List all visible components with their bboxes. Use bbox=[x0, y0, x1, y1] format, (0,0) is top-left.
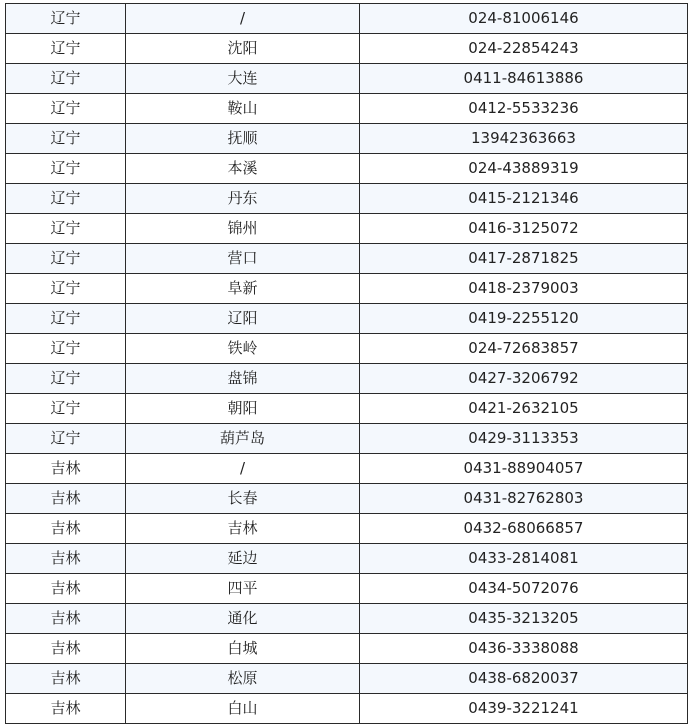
city-cell: 朝阳 bbox=[126, 394, 360, 424]
city-cell: 丹东 bbox=[126, 184, 360, 214]
city-cell: 抚顺 bbox=[126, 124, 360, 154]
table-row bbox=[6, 514, 688, 544]
phone-cell: 024-81006146 bbox=[360, 4, 688, 34]
contacts-table bbox=[5, 3, 688, 724]
province-cell: 辽宁 bbox=[6, 364, 126, 394]
table-row bbox=[6, 34, 688, 64]
city-cell: 松原 bbox=[126, 664, 360, 694]
province-cell: 辽宁 bbox=[6, 394, 126, 424]
province-cell: 辽宁 bbox=[6, 184, 126, 214]
table-row bbox=[6, 574, 688, 604]
phone-cell: 13942363663 bbox=[360, 124, 688, 154]
table-row bbox=[6, 4, 688, 34]
phone-cell: 0415-2121346 bbox=[360, 184, 688, 214]
province-cell: 辽宁 bbox=[6, 154, 126, 184]
city-cell: 延边 bbox=[126, 544, 360, 574]
province-cell: 吉林 bbox=[6, 664, 126, 694]
city-cell: 葫芦岛 bbox=[126, 424, 360, 454]
phone-cell: 0431-88904057 bbox=[360, 454, 688, 484]
table-row bbox=[6, 214, 688, 244]
province-cell: 吉林 bbox=[6, 694, 126, 724]
city-cell: 通化 bbox=[126, 604, 360, 634]
table-row bbox=[6, 484, 688, 514]
province-cell: 吉林 bbox=[6, 454, 126, 484]
city-cell: 吉林 bbox=[126, 514, 360, 544]
phone-cell: 024-22854243 bbox=[360, 34, 688, 64]
city-cell: 本溪 bbox=[126, 154, 360, 184]
province-cell: 辽宁 bbox=[6, 34, 126, 64]
table-row bbox=[6, 634, 688, 664]
table-row bbox=[6, 394, 688, 424]
city-cell: 辽阳 bbox=[126, 304, 360, 334]
city-cell: 铁岭 bbox=[126, 334, 360, 364]
province-cell: 辽宁 bbox=[6, 4, 126, 34]
city-cell: 大连 bbox=[126, 64, 360, 94]
province-cell: 辽宁 bbox=[6, 274, 126, 304]
table-row bbox=[6, 544, 688, 574]
phone-cell: 0419-2255120 bbox=[360, 304, 688, 334]
province-cell: 吉林 bbox=[6, 604, 126, 634]
table-body bbox=[6, 4, 688, 724]
province-cell: 辽宁 bbox=[6, 424, 126, 454]
city-cell: 鞍山 bbox=[126, 94, 360, 124]
phone-cell: 0421-2632105 bbox=[360, 394, 688, 424]
phone-cell: 024-72683857 bbox=[360, 334, 688, 364]
province-cell: 辽宁 bbox=[6, 214, 126, 244]
province-cell: 吉林 bbox=[6, 574, 126, 604]
phone-cell: 0438-6820037 bbox=[360, 664, 688, 694]
table-row bbox=[6, 334, 688, 364]
table-row bbox=[6, 694, 688, 724]
table-row bbox=[6, 664, 688, 694]
city-cell: 四平 bbox=[126, 574, 360, 604]
phone-cell: 0436-3338088 bbox=[360, 634, 688, 664]
table-row bbox=[6, 304, 688, 334]
phone-cell: 0416-3125072 bbox=[360, 214, 688, 244]
province-cell: 辽宁 bbox=[6, 304, 126, 334]
table-row bbox=[6, 274, 688, 304]
province-cell: 辽宁 bbox=[6, 64, 126, 94]
province-cell: 吉林 bbox=[6, 544, 126, 574]
city-cell: 沈阳 bbox=[126, 34, 360, 64]
table-row bbox=[6, 364, 688, 394]
phone-cell: 0427-3206792 bbox=[360, 364, 688, 394]
phone-cell: 0411-84613886 bbox=[360, 64, 688, 94]
city-cell: 白山 bbox=[126, 694, 360, 724]
province-cell: 辽宁 bbox=[6, 334, 126, 364]
city-cell: / bbox=[126, 454, 360, 484]
table-row bbox=[6, 424, 688, 454]
phone-cell: 0435-3213205 bbox=[360, 604, 688, 634]
phone-cell: 0418-2379003 bbox=[360, 274, 688, 304]
phone-cell: 0417-2871825 bbox=[360, 244, 688, 274]
phone-cell: 0429-3113353 bbox=[360, 424, 688, 454]
table-row bbox=[6, 64, 688, 94]
city-cell: 白城 bbox=[126, 634, 360, 664]
phone-cell: 0434-5072076 bbox=[360, 574, 688, 604]
province-cell: 吉林 bbox=[6, 514, 126, 544]
province-cell: 吉林 bbox=[6, 634, 126, 664]
table-row bbox=[6, 124, 688, 154]
phone-cell: 0439-3221241 bbox=[360, 694, 688, 724]
phone-cell: 0431-82762803 bbox=[360, 484, 688, 514]
table-row bbox=[6, 184, 688, 214]
phone-cell: 024-43889319 bbox=[360, 154, 688, 184]
city-cell: / bbox=[126, 4, 360, 34]
contacts-table-container bbox=[5, 3, 687, 724]
city-cell: 长春 bbox=[126, 484, 360, 514]
phone-cell: 0412-5533236 bbox=[360, 94, 688, 124]
table-row bbox=[6, 154, 688, 184]
province-cell: 吉林 bbox=[6, 484, 126, 514]
table-row bbox=[6, 604, 688, 634]
table-row bbox=[6, 454, 688, 484]
table-row bbox=[6, 244, 688, 274]
province-cell: 辽宁 bbox=[6, 94, 126, 124]
city-cell: 锦州 bbox=[126, 214, 360, 244]
city-cell: 营口 bbox=[126, 244, 360, 274]
province-cell: 辽宁 bbox=[6, 244, 126, 274]
province-cell: 辽宁 bbox=[6, 124, 126, 154]
city-cell: 阜新 bbox=[126, 274, 360, 304]
phone-cell: 0432-68066857 bbox=[360, 514, 688, 544]
table-row bbox=[6, 94, 688, 124]
phone-cell: 0433-2814081 bbox=[360, 544, 688, 574]
city-cell: 盘锦 bbox=[126, 364, 360, 394]
